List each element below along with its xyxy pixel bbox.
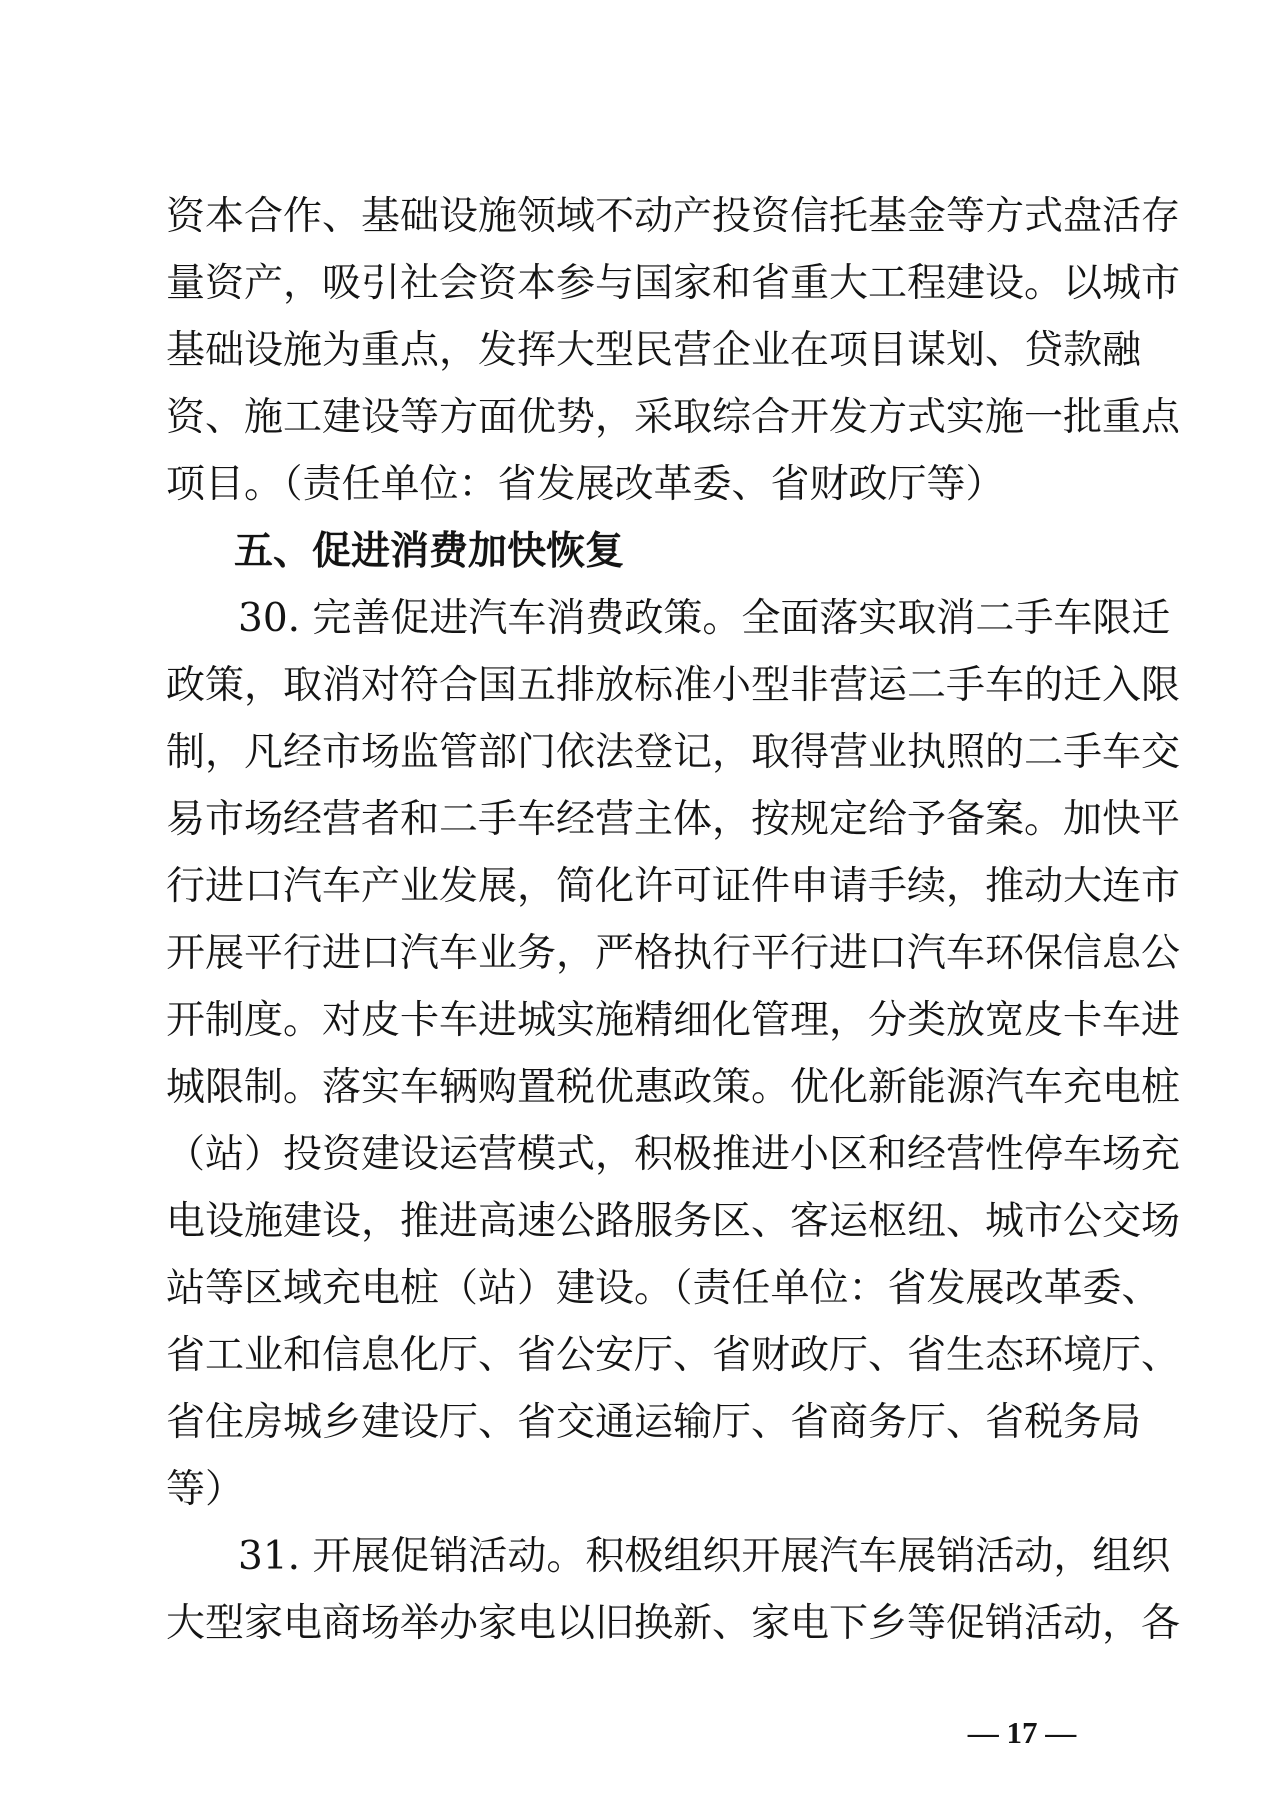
text-line: 省工业和信息化厅、省公安厅、省财政厅、省生态环境厅、 [166,1333,1181,1378]
text-line: 电设施建设，推进高速公路服务区、客运枢纽、城市公交场 [166,1199,1181,1244]
text-line: 项目。（责任单位：省发展改革委、省财政厅等） [166,462,1005,507]
text-line: 省住房城乡建设厅、省交通运输厅、省商务厅、省税务局 [166,1400,1142,1445]
text-line: 基础设施为重点，发挥大型民营企业在项目谋划、贷款融 [166,328,1142,373]
text-line: 城限制。落实车辆购置税优惠政策。优化新能源汽车充电桩 [166,1065,1181,1110]
text-line: 易市场经营者和二手车经营主体，按规定给予备案。加快平 [166,797,1181,842]
text-line: （站）投资建设运营模式，积极推进小区和经营性停车场充 [166,1132,1181,1177]
text-line: 量资产，吸引社会资本参与国家和省重大工程建设。以城市 [166,261,1181,306]
text-line: 行进口汽车产业发展，简化许可证件申请手续，推动大连市 [166,864,1181,909]
text-line: 站等区域充电桩（站）建设。（责任单位：省发展改革委、 [166,1266,1161,1311]
section-heading: 五、促进消费加快恢复 [234,529,625,574]
text-line: 大型家电商场举办家电以旧换新、家电下乡等促销活动，各 [166,1601,1181,1646]
text-line: 制，凡经市场监管部门依法登记，取得营业执照的二手车交 [166,730,1181,775]
text-line: 开展平行进口汽车业务，严格执行平行进口汽车环保信息公 [166,931,1181,976]
text-line: 资本合作、基础设施领域不动产投资信托基金等方式盘活存 [166,194,1181,239]
text-line: 开制度。对皮卡车进城实施精细化管理，分类放宽皮卡车进 [166,998,1181,1043]
page-number: — 17 — [967,1715,1077,1750]
paragraph-first-line: 30. 完善促进汽车消费政策。全面落实取消二手车限迁 [238,596,1171,641]
paragraph-first-line: 31. 开展促销活动。积极组织开展汽车展销活动，组织 [238,1534,1171,1579]
text-line: 政策，取消对符合国五排放标准小型非营运二手车的迁入限 [166,663,1181,708]
text-line: 等） [166,1467,245,1512]
text-line: 资、施工建设等方面优势，采取综合开发方式实施一批重点 [166,395,1181,440]
